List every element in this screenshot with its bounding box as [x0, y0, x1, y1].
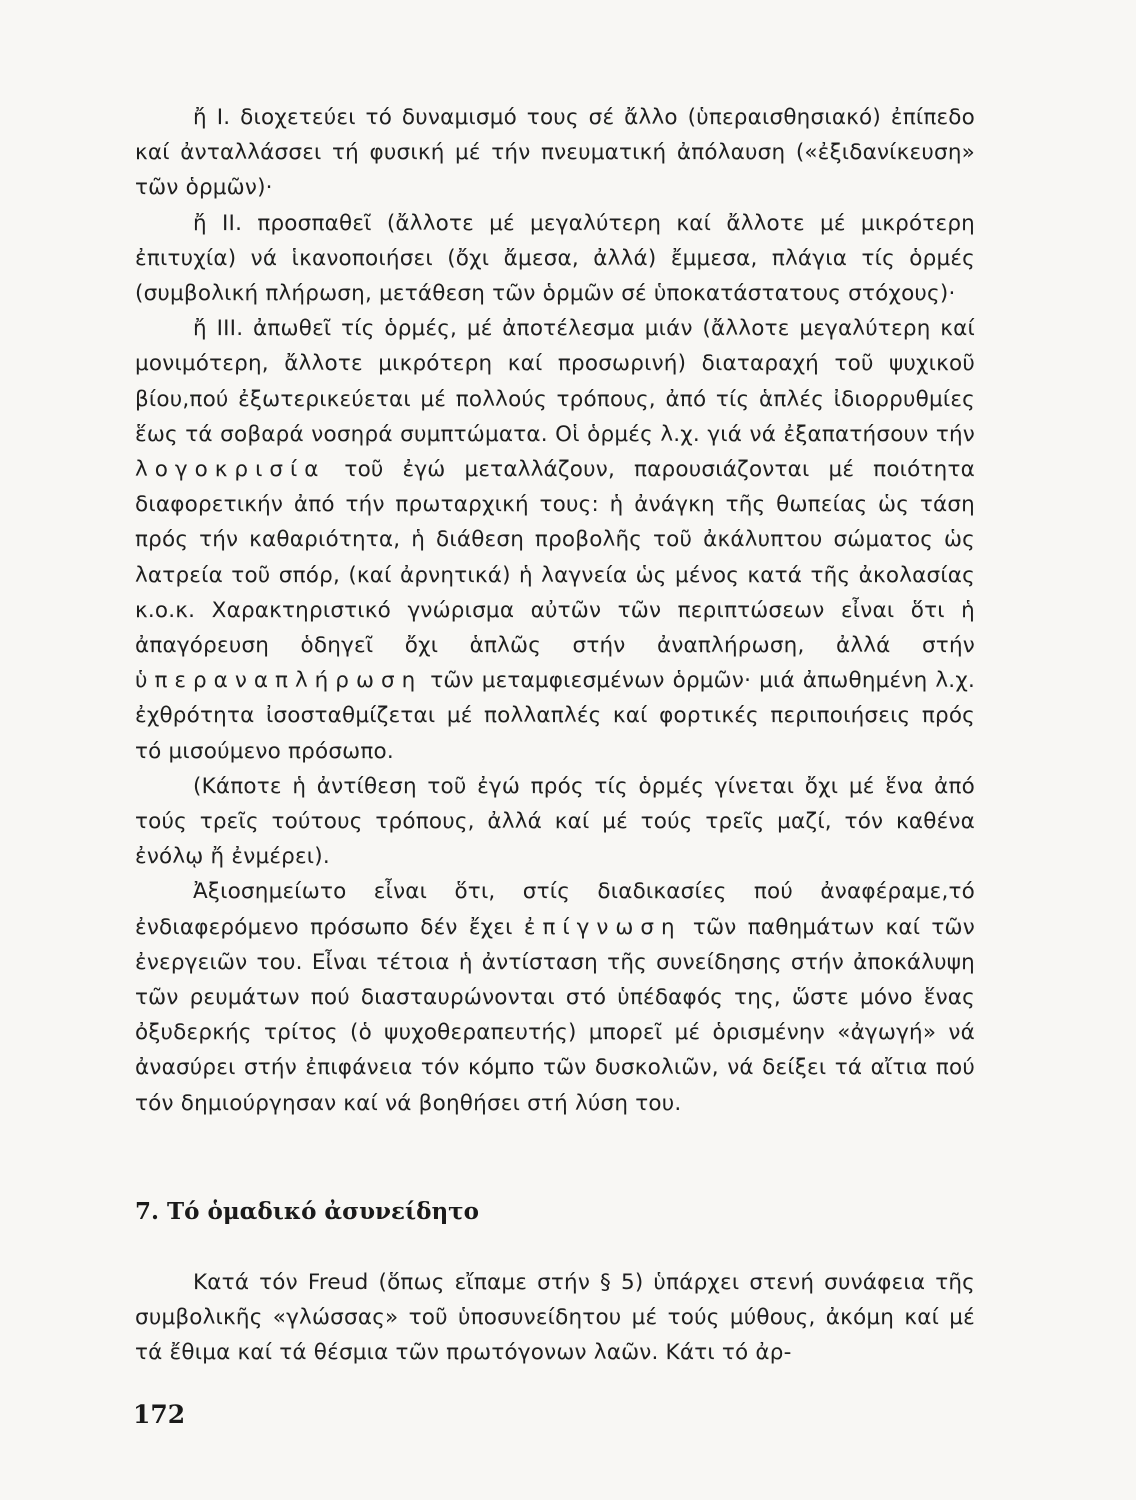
- paragraph-awareness: [135, 874, 975, 1120]
- paragraph-awareness-part1: Ἀξιοσημείωτο εἶναι ὅτι, στίς διαδικασίες πού ἀναφέραμε,τό ἐνδιαφερόμενο πρόσωπο δέν ἔχει: [135, 879, 975, 940]
- paragraph-option-2: ἤ ΙΙ. προσπαθεῖ (ἄλλοτε μέ μεγαλύτερη καί ἄλλοτε μέ μικρότερη ἐπιτυχία) νά ἱκανοποιήσει (ὄχι ἄμεσα, ἀλλά) ἔμμεσα, πλάγια τίς ὁρμές (συμβολική πλήρωση, μετάθεση τῶν ὁρμῶν σέ ὑποκατάστατους στόχους)·: [135, 210, 975, 307]
- section-heading: 7. Τό ὁμαδικό ἀσυνείδητο: [135, 1198, 479, 1225]
- section-body: [135, 1265, 975, 1371]
- paragraph-awareness-part2: τῶν παθημάτων καί τῶν ἐνεργειῶν του. Εἶναι τέτοια ἡ ἀντίσταση τῆς συνείδησης στήν ἀποκάλυψη τῶν ρευμάτων πού διασταυρώνονται στό ὑπέδαφός της, ὥστε μόνο ἕνας ὀξυδερκής τρίτος (ὁ ψυχοθεραπευτής) μπορεῖ μέ ὁρισμένην «ἀγωγή» νά ἀνασύρει στήν ἐπιφάνεια τόν κόμπο τῶν δυσκολιῶν, νά δείξει τά αἴτια πού τόν δημιούργησαν καί νά βοηθήσει στή λύση του.: [135, 914, 975, 1116]
- body-text: [135, 100, 975, 1121]
- paragraph-option-3: [135, 311, 975, 769]
- emphasis-epignosi: ἐπίγνωση: [523, 914, 682, 940]
- emphasis-logokrisia: λογοκρισία: [135, 457, 326, 483]
- page-number: 172: [133, 1400, 186, 1429]
- paragraph-option-3-part1: ἤ ΙΙΙ. ἀπωθεῖ τίς ὁρμές, μέ ἀποτέλεσμα μιάν (ἄλλοτε μεγαλύτερη καί μονιμότερη, ἄλλοτε μικρότερη καί προσωρινή) διαταραχή τοῦ ψυχικοῦ βίου,πού ἐξωτερικεύεται μέ πολλούς τρόπους, ἀπό τίς ἁπλές ἰδιορρυθμίες ἕως τά σοβαρά νοσηρά συμπτώματα. Οἱ ὁρμές λ.χ. γιά νά ἐξαπατήσουν τήν: [135, 316, 975, 447]
- emphasis-yperanaplirosi: ὑπεραναπλήρωση: [135, 668, 423, 694]
- section-paragraph: Κατά τόν Freud (ὅπως εἴπαμε στήν § 5) ὑπάρχει στενή συνάφεια τῆς συμβολικῆς «γλώσσας» τοῦ ὑποσυνείδητου μέ τούς μύθους, ἀκόμη καί μέ τά ἔθιμα καί τά θέσμια τῶν πρωτόγονων λαῶν. Κάτι τό ἀρ-: [135, 1270, 975, 1366]
- paragraph-note: (Κάποτε ἡ ἀντίθεση τοῦ ἐγώ πρός τίς ὁρμές γίνεται ὄχι μέ ἕνα ἀπό τούς τρεῖς τούτους τρόπους, ἀλλά καί μέ τούς τρεῖς μαζί, τόν καθένα ἐνόλῳ ἤ ἐνμέρει).: [135, 773, 975, 870]
- paragraph-option-3-part2: τοῦ ἐγώ μεταλλάζουν, παρουσιάζονται μέ ποιότητα διαφορετικήν ἀπό τήν πρωταρχική τους: ἡ ἀνάγκη τῆς θωπείας ὡς τάση πρός τήν καθαριότητα, ἡ διάθεση προβολῆς τοῦ ἀκάλυπτου σώματος ὡς λατρεία τοῦ σπόρ, (καί ἀρνητικά) ἡ λαγνεία ὡς μένος κατά τῆς ἀκολασίας κ.ο.κ. Χαρακτηριστικό γνώρισμα αὐτῶν τῶν περιπτώσεων εἶναι ὅτι ἡ ἀπαγόρευση ὁδηγεῖ ὄχι ἁπλῶς στήν ἀναπλήρωση, ἀλλά στήν: [135, 457, 975, 659]
- paragraph-option-1: ἤ Ι. διοχετεύει τό δυναμισμό τους σέ ἄλλο (ὑπεραισθησιακό) ἐπίπεδο καί ἀνταλλάσσει τή φυσική μέ τήν πνευματική ἀπόλαυση («ἐξιδανίκευση» τῶν ὁρμῶν)·: [135, 105, 975, 201]
- paragraph-option-3-part3: τῶν μεταμφιεσμένων ὁρμῶν· μιά ἀπωθημένη λ.χ. ἐχθρότητα ἰσοσταθμίζεται μέ πολλαπλές καί φορτικές περιποιήσεις πρός τό μισούμενο πρόσωπο.: [135, 668, 975, 764]
